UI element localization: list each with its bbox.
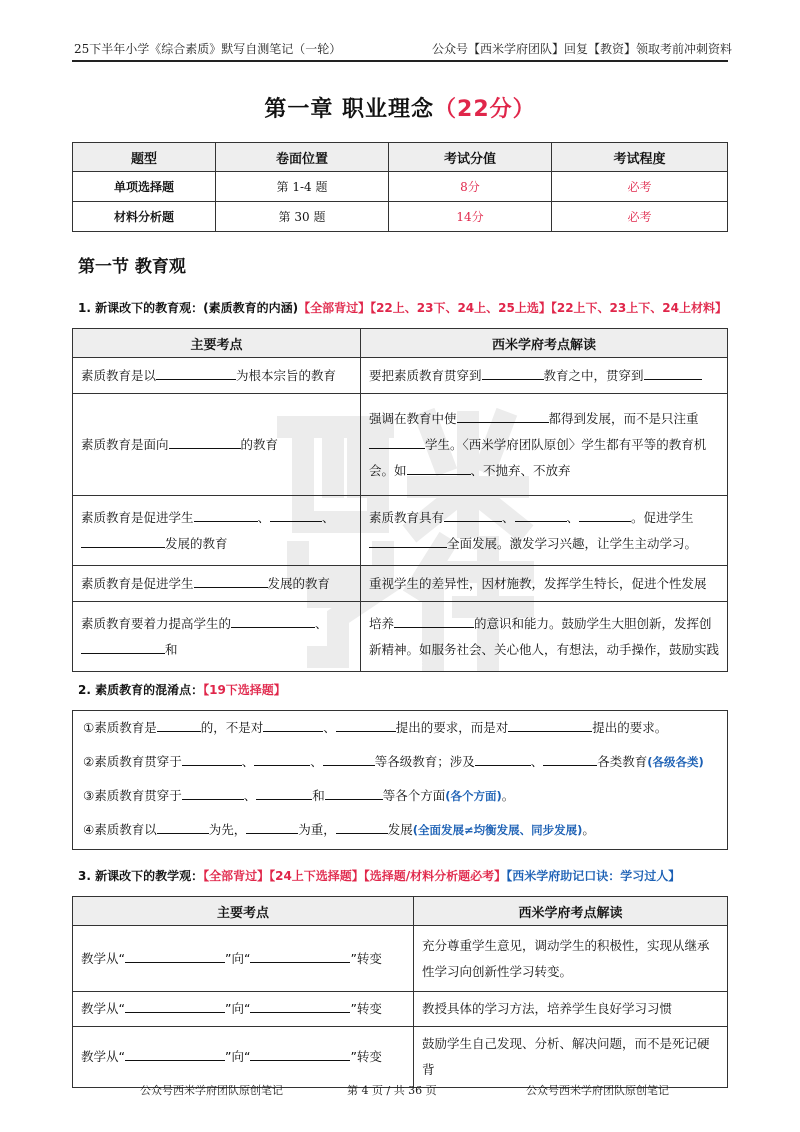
fill-blank — [157, 819, 209, 834]
header-rule — [72, 60, 728, 62]
col-header: 主要考点 — [73, 329, 361, 358]
item2-tags: 【19下选择题】 — [203, 683, 286, 697]
fill-blank — [482, 365, 544, 380]
line-text: 、 — [323, 720, 336, 735]
table-cell — [361, 602, 728, 672]
fill-blank — [182, 751, 242, 766]
fill-blank — [579, 507, 631, 522]
fill-blank — [543, 751, 597, 766]
fill-blank — [125, 948, 225, 963]
table-cell: 单项选择题 — [73, 172, 216, 202]
table-row — [73, 358, 728, 394]
table-cell — [73, 358, 361, 394]
fill-blank — [263, 717, 323, 732]
cell-text: 、 — [257, 509, 271, 525]
cell-text: ”转变 — [350, 1001, 382, 1016]
table-row — [73, 602, 728, 672]
col-header: 西米学府考点解读 — [361, 329, 728, 358]
fill-blank — [81, 533, 165, 548]
fill-blank — [125, 998, 225, 1013]
table-cell — [73, 1027, 414, 1088]
table-cell: 材料分析题 — [73, 202, 216, 232]
cell-text: 素质教育是面向 — [81, 436, 169, 452]
confusion-points-box — [72, 710, 728, 850]
cell-text: 教学从“ — [81, 1049, 125, 1064]
item1-tags: 【全部背过】【22上、23下、24上、25上选】【22上下、23上下、24上材料】 — [298, 301, 727, 315]
chapter-title — [0, 92, 800, 123]
watermark-text: 西米学府 — [383, 662, 423, 672]
table-cell: 充分尊重学生意见，调动学生的积极性，实现从继承性学习向创新性学习转变。 — [414, 926, 728, 992]
item2-heading — [78, 681, 286, 698]
line-text: ②素质教育贯穿于 — [83, 754, 182, 769]
table-cell: 14分 — [389, 202, 552, 232]
cell-text: 素质教育是以 — [81, 367, 157, 383]
line-text: 提出的要求。 — [592, 720, 668, 735]
line-text: ④素质教育以 — [83, 822, 157, 837]
fill-blank — [394, 613, 474, 628]
line-text: 为重， — [298, 822, 336, 837]
fill-blank — [457, 408, 549, 423]
fill-blank — [644, 365, 702, 380]
confusion-line-4 — [83, 819, 595, 838]
fill-blank — [325, 785, 383, 800]
table-header-row — [73, 897, 728, 926]
line-text: 、 — [530, 754, 544, 769]
item3-tag-mnemonic: 【西米学府助记口诀：学习过人】 — [506, 869, 681, 883]
table-cell — [73, 496, 361, 566]
cell-text: 的教育 — [240, 436, 279, 452]
fill-blank — [250, 998, 350, 1013]
fill-blank — [81, 639, 165, 654]
item1-heading — [78, 299, 727, 316]
table-cell: 重视学生的差异性，因材施教，发挥学生特长，促进个性发展 — [361, 566, 728, 602]
quality-education-table — [72, 328, 728, 672]
fill-blank — [250, 1046, 350, 1061]
table-cell: 必考 — [552, 202, 728, 232]
cell-text: 素质教育是促进学生 — [81, 509, 194, 525]
col-header: 题型 — [73, 143, 216, 172]
cell-text: ”转变 — [350, 950, 382, 966]
fill-blank — [475, 751, 531, 766]
table-row — [73, 172, 728, 202]
cell-text: 为根本宗旨的教育 — [236, 367, 337, 383]
cell-text: 培养 — [369, 615, 395, 631]
header-left-text: 25下半年小学《综合素质》默写自测笔记（一轮） — [74, 42, 342, 56]
table-cell — [361, 496, 728, 566]
table-cell: 第 1-4 题 — [216, 172, 389, 202]
line-text: 等各个方面 — [382, 788, 446, 803]
line-note: (各个方面) — [445, 789, 502, 803]
table-row — [73, 1027, 728, 1088]
fill-blank — [254, 751, 310, 766]
line-text: 。 — [582, 822, 595, 837]
line-note: (各级各类) — [647, 755, 704, 769]
cell-text: 、 — [315, 615, 328, 631]
item1-label: 1. 新课改下的教育观：(素质教育的内涵) — [78, 301, 299, 315]
table-cell: 8分 — [389, 172, 552, 202]
cell-text: ”转变 — [350, 1049, 382, 1064]
table-row — [73, 992, 728, 1027]
table-row — [73, 496, 728, 566]
fill-blank — [157, 717, 201, 732]
cell-text: 发展的教育 — [267, 575, 331, 591]
cell-text: ”向“ — [224, 1001, 251, 1016]
confusion-line-1 — [83, 717, 667, 736]
table-header-row — [73, 143, 728, 172]
teaching-view-table — [72, 896, 728, 1088]
line-text: 。 — [501, 788, 515, 803]
fill-blank — [369, 533, 447, 548]
fill-blank — [246, 819, 298, 834]
table-cell: 鼓励学生自己发现、分析、解决问题，而不是死记硬背 — [414, 1027, 728, 1088]
cell-text: 。促进学生 — [631, 509, 694, 525]
cell-text: 教学从“ — [81, 950, 125, 966]
line-text: 和 — [312, 788, 325, 803]
table-cell — [73, 566, 361, 602]
fill-blank — [231, 613, 315, 628]
footer-right: 公众号西米学府团队原创笔记 — [526, 1084, 669, 1097]
line-text: 、 — [310, 754, 323, 769]
fill-blank — [194, 573, 268, 588]
fill-blank — [444, 507, 502, 522]
table-cell: 必考 — [552, 172, 728, 202]
line-text: 等各级教育；涉及 — [374, 754, 475, 769]
footer-page-number: 第 4 页 / 共 36 页 — [347, 1084, 437, 1097]
fill-blank — [250, 948, 350, 963]
exam-info-table — [72, 142, 728, 232]
item3-heading — [78, 867, 680, 884]
table-cell: 教授具体的学习方法，培养学生良好学习习惯 — [414, 992, 728, 1027]
fill-blank — [323, 751, 375, 766]
line-text: ③素质教育贯穿于 — [83, 788, 182, 803]
fill-blank — [169, 434, 241, 449]
line-text: 提出的要求，而是对 — [395, 720, 509, 735]
item3-label: 3. 新课改下的教学观： — [78, 869, 204, 883]
confusion-line-3 — [83, 785, 514, 804]
fill-blank — [270, 507, 322, 522]
line-text: 各类教育 — [597, 754, 648, 769]
cell-text: 和 — [165, 641, 178, 657]
table-cell: 第 30 题 — [216, 202, 389, 232]
cell-text: 、 — [502, 509, 515, 525]
fill-blank — [508, 717, 592, 732]
page-header — [60, 40, 740, 62]
cell-text: 、 — [566, 509, 580, 525]
line-text: 、 — [243, 788, 257, 803]
line-text: 发展 — [387, 822, 413, 837]
fill-blank — [407, 460, 471, 475]
col-header: 西米学府考点解读 — [414, 897, 728, 926]
fill-blank — [194, 507, 258, 522]
col-header: 卷面位置 — [216, 143, 389, 172]
cell-text: 教育之中，贯穿到 — [543, 367, 644, 383]
cell-text: 要把素质教育贯穿到 — [369, 367, 482, 383]
table-row — [73, 394, 728, 496]
fill-blank — [336, 717, 396, 732]
cell-text: 、不抛弃、不放弃 — [470, 462, 571, 478]
col-header: 主要考点 — [73, 897, 414, 926]
cell-text: 、 — [322, 509, 335, 525]
table-cell — [73, 602, 361, 672]
line-text: 为先， — [208, 822, 247, 837]
chapter-title-main: 第一章 职业理念 — [264, 97, 435, 122]
table-cell — [73, 992, 414, 1027]
line-text: 的，不是对 — [200, 720, 264, 735]
cell-text: ”向“ — [224, 1049, 251, 1064]
item3-tags: 【全部背过】【24上下选择题】【选择题/材料分析题必考】 — [203, 869, 507, 883]
cell-text: 全面发展。激发学习兴趣，让学生主动学习。 — [447, 535, 698, 551]
table-cell — [361, 394, 728, 496]
fill-blank — [336, 819, 388, 834]
cell-text: 的意识和能力。鼓励学生大胆创新，发挥创新精神。如服务社会、关心他人，有想法，动手操作，鼓励实践 — [369, 615, 720, 657]
fill-blank — [515, 507, 567, 522]
fill-blank — [369, 434, 425, 449]
cell-text: 发展的教育 — [165, 535, 228, 551]
fill-blank — [256, 785, 312, 800]
cell-text: 都得到发展，而不是只注重 — [548, 410, 699, 426]
table-header-row — [73, 329, 728, 358]
table-row — [73, 926, 728, 992]
cell-text: 素质教育是促进学生 — [81, 575, 194, 591]
cell-text: ”向“ — [224, 950, 251, 966]
cell-text: 强调在教育中使 — [369, 410, 457, 426]
col-header: 考试分值 — [389, 143, 552, 172]
fill-blank — [125, 1046, 225, 1061]
cell-text: 教学从“ — [81, 1001, 125, 1016]
table-cell — [73, 926, 414, 992]
chapter-title-score: （22分） — [434, 97, 536, 122]
line-text: ①素质教育是 — [83, 720, 157, 735]
fill-blank — [182, 785, 244, 800]
table-cell — [361, 358, 728, 394]
item2-label: 2. 素质教育的混淆点： — [78, 683, 204, 697]
section-title: 第一节 教育观 — [78, 257, 186, 277]
cell-text: 学生。〈西米学府团队原创〉学生都有平等的教育机会。如 — [369, 436, 707, 478]
confusion-line-2 — [83, 751, 704, 770]
col-header: 考试程度 — [552, 143, 728, 172]
table-row — [73, 566, 728, 602]
header-right-text: 公众号【西米学府团队】回复【教资】领取考前冲刺资料 — [431, 42, 732, 56]
table-row — [73, 202, 728, 232]
line-text: 、 — [241, 754, 255, 769]
cell-text: 素质教育要着力提高学生的 — [81, 615, 232, 631]
fill-blank — [156, 365, 236, 380]
footer-left: 公众号西米学府团队原创笔记 — [140, 1084, 283, 1097]
line-note: (全面发展≠均衡发展、同步发展) — [412, 823, 583, 837]
cell-text: 素质教育具有 — [369, 509, 445, 525]
table-cell — [73, 394, 361, 496]
